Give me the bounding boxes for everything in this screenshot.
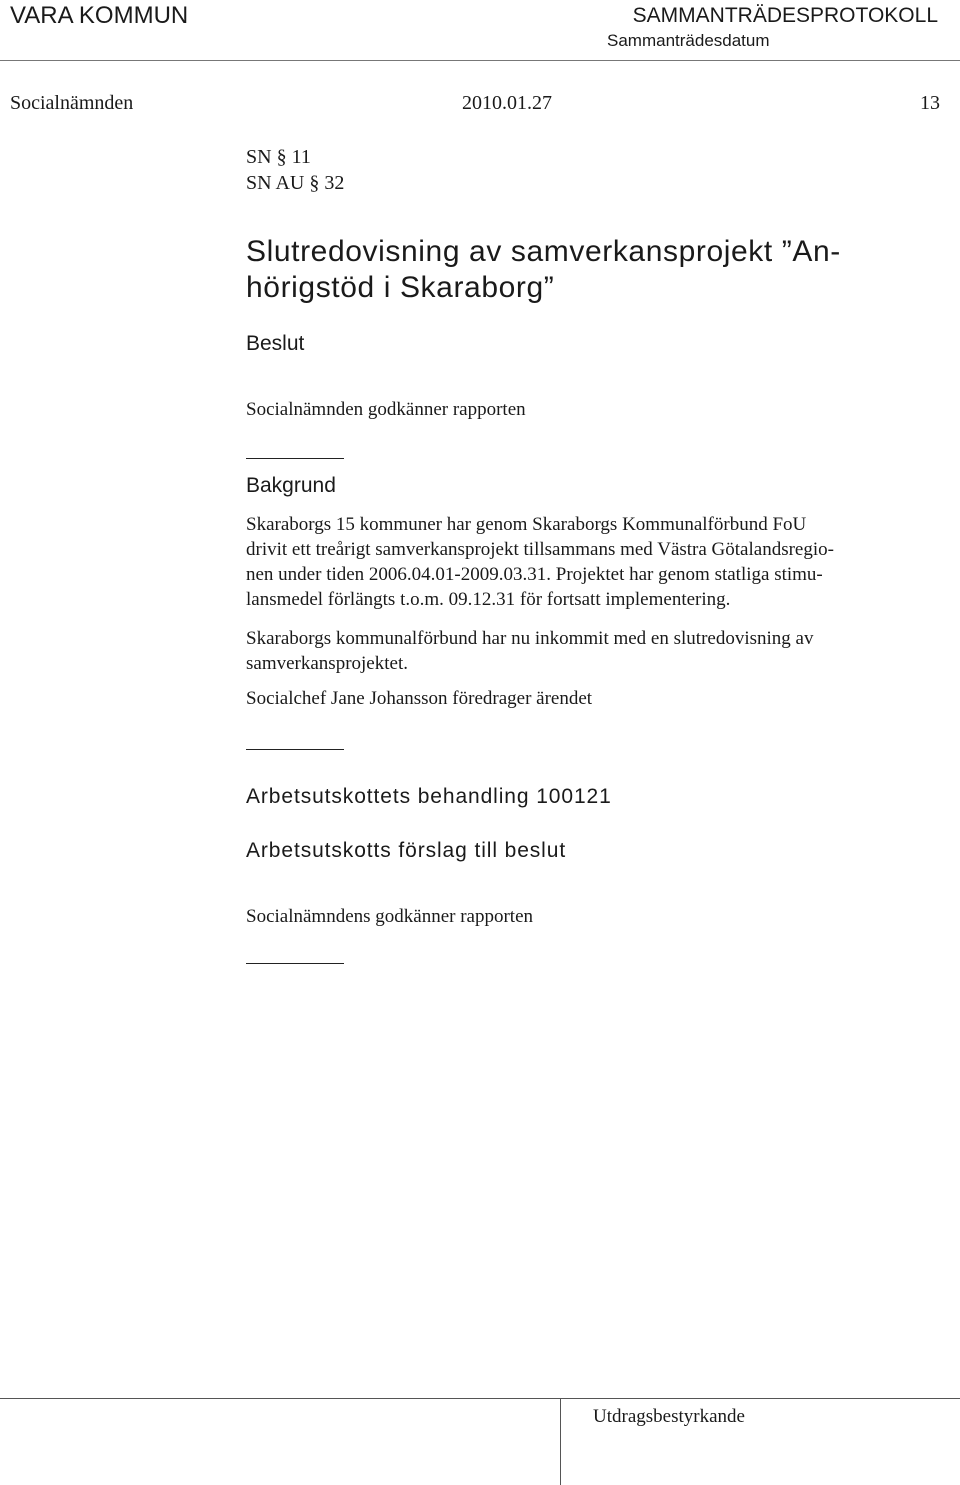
presenter-text: Socialchef Jane Johansson föredrager ärendet (246, 688, 593, 709)
section-separator (246, 963, 344, 964)
header-divider (0, 60, 960, 61)
attestation-label: Utdragsbestyrkande (593, 1406, 745, 1427)
paragraph-ref-sn-au: SN AU § 32 (246, 172, 345, 194)
background-heading: Bakgrund (246, 474, 336, 497)
background-paragraph (246, 512, 926, 612)
report-paragraph (246, 626, 926, 676)
footer-divider (0, 1398, 960, 1399)
paragraph-line: Skaraborgs kommunalförbund har nu inkommit med en slutredovisning av (246, 628, 814, 649)
item-title-line: Slutredovisning av samverkansprojekt ”An- (246, 235, 841, 268)
section-separator (246, 749, 344, 750)
paragraph-line: drivit ett treårigt samverkansprojekt tillsammans med Västra Götalandsregio- (246, 539, 834, 560)
proposal-heading: Arbetsutskotts förslag till beslut (246, 839, 567, 862)
item-title-line: hörigstöd i Skaraborg” (246, 271, 555, 304)
decision-text: Socialnämnden godkänner rapporten (246, 399, 526, 420)
paragraph-line: lansmedel förlängts t.o.m. 09.12.31 för fortsatt implementering. (246, 589, 731, 610)
meeting-date: 2010.01.27 (462, 92, 552, 114)
section-separator (246, 458, 344, 459)
paragraph-line: Skaraborgs 15 kommuner har genom Skaraborgs Kommunalförbund FoU (246, 514, 807, 535)
meeting-date-label: Sammanträdesdatum (607, 31, 770, 50)
paragraph-line: nen under tiden 2006.04.01-2009.03.31. Projektet har genom statliga stimu- (246, 564, 823, 585)
proposal-text: Socialnämndens godkänner rapporten (246, 906, 534, 927)
committee-handling-heading: Arbetsutskottets behandling 100121 (246, 785, 612, 808)
paragraph-line: samverkansprojektet. (246, 653, 408, 674)
document-type: SAMMANTRÄDESPROTOKOLL (632, 4, 938, 27)
decision-heading: Beslut (246, 332, 305, 355)
organization-name: VARA KOMMUN (10, 2, 189, 29)
item-title (246, 234, 841, 306)
footer-column-divider (560, 1398, 561, 1485)
paragraph-ref-sn: SN § 11 (246, 146, 311, 168)
committee-name: Socialnämnden (10, 92, 134, 114)
page-number: 13 (920, 92, 940, 114)
